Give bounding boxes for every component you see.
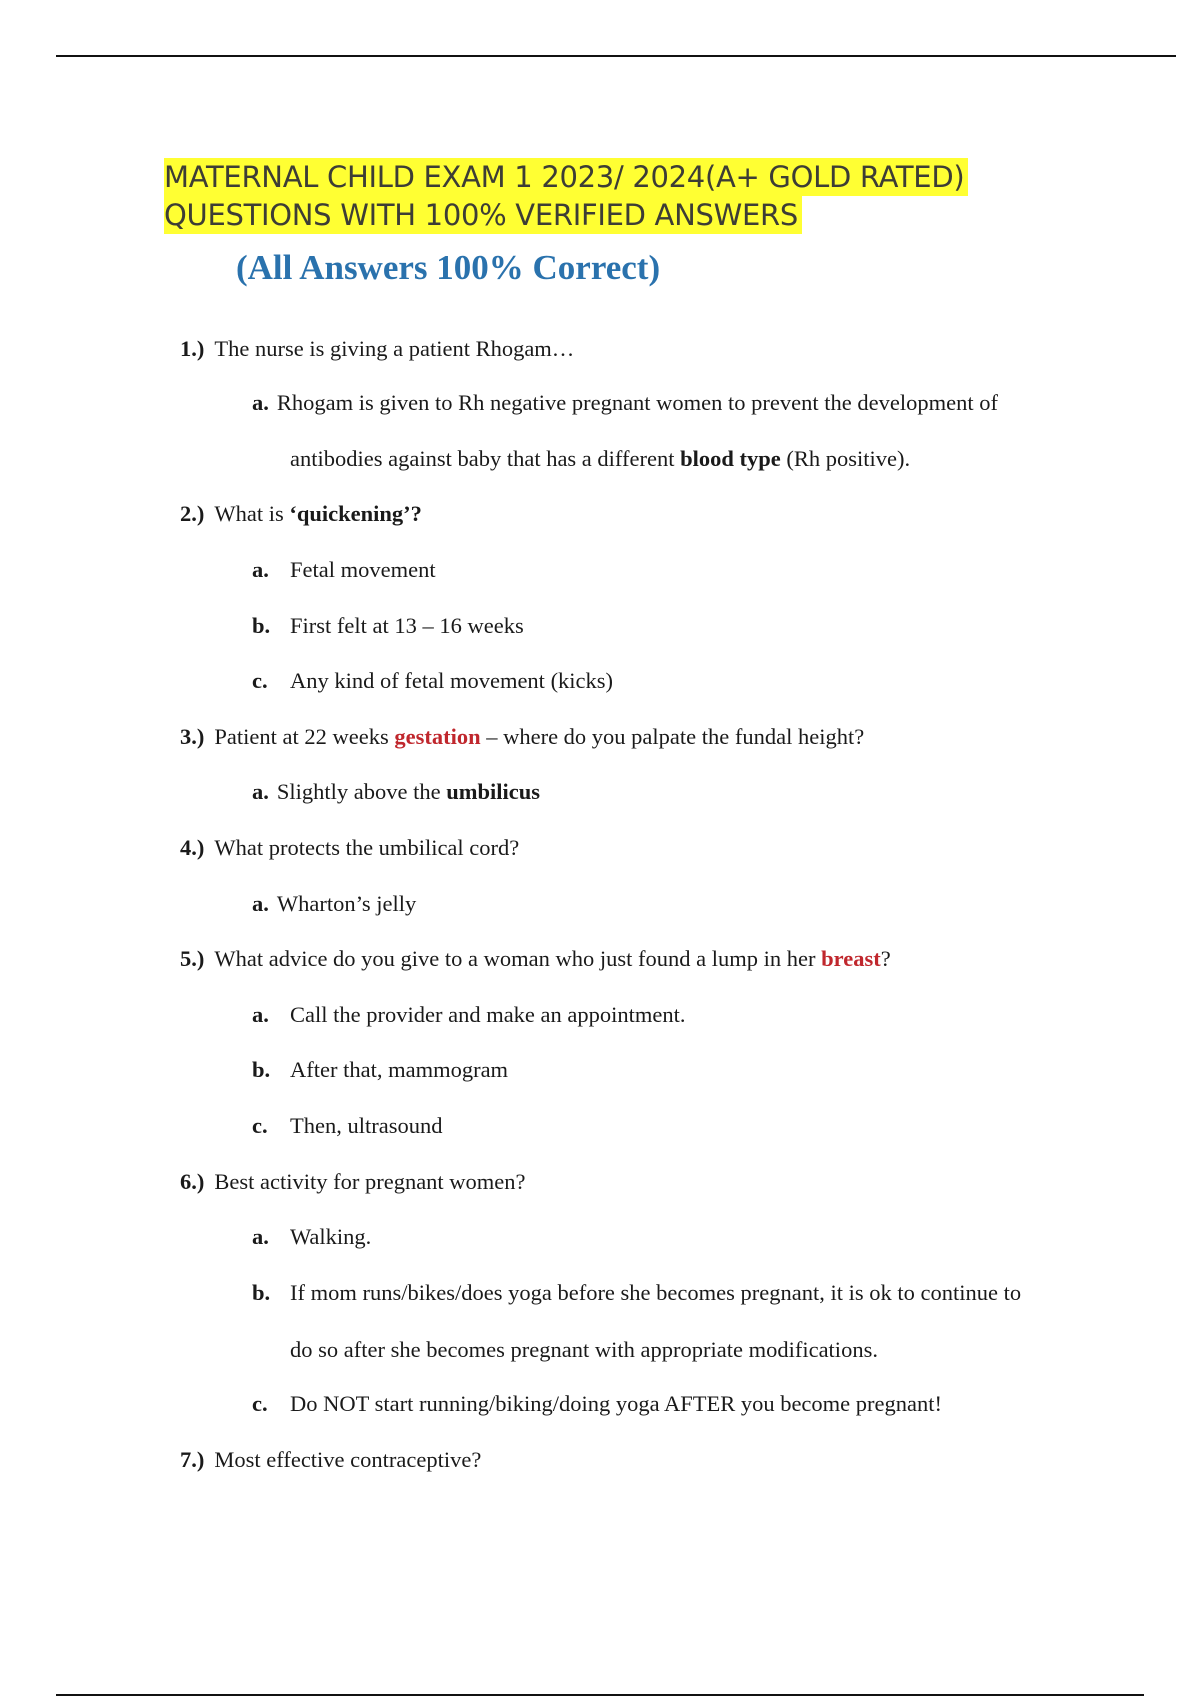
answer-3a: [252, 779, 540, 805]
answer-text: Walking.: [290, 1224, 372, 1249]
question-text: What advice do you give to a woman who just found a lump in her: [214, 946, 822, 971]
answer-6a: [252, 1224, 371, 1250]
document-subtitle: (All Answers 100% Correct): [236, 248, 661, 287]
answer-text: antibodies against baby that has a different: [290, 446, 681, 471]
answer-letter: a.: [252, 891, 269, 916]
answer-letter: c.: [252, 1113, 268, 1138]
answer-6b: [252, 1280, 1021, 1306]
question-highlight-term: gestation: [394, 724, 481, 749]
answer-6c: [252, 1391, 942, 1417]
question-1: [180, 336, 574, 362]
question-6: [180, 1169, 526, 1195]
answer-letter: a.: [252, 1224, 269, 1249]
question-number: 2.): [180, 501, 205, 526]
question-text: What is: [214, 501, 290, 526]
answer-text: (Rh positive).: [780, 446, 911, 471]
answer-2c: [252, 668, 613, 694]
question-number: 5.): [180, 946, 205, 971]
question-4: [180, 835, 519, 861]
answer-text: After that, mammogram: [290, 1057, 509, 1082]
question-2: [180, 501, 422, 527]
question-3: [180, 724, 864, 750]
answer-text: First felt at 13 – 16 weeks: [290, 613, 524, 638]
answer-letter: b.: [252, 613, 271, 638]
title-line-2: QUESTIONS WITH 100% VERIFIED ANSWERS: [164, 196, 802, 234]
question-text: Best activity for pregnant women?: [214, 1169, 526, 1194]
answer-bold-term: umbilicus: [446, 779, 541, 804]
answer-5a: [252, 1002, 686, 1028]
question-7: [180, 1447, 481, 1473]
answer-6b-continued: [290, 1337, 878, 1363]
answer-bold-term: blood type: [680, 446, 781, 471]
answer-2b: [252, 613, 524, 639]
question-text: Most effective contraceptive?: [214, 1447, 482, 1472]
title-line-1: MATERNAL CHILD EXAM 1 2023/ 2024(A+ GOLD RATED): [164, 158, 968, 196]
question-highlight-term: breast: [821, 946, 881, 971]
answer-text: Any kind of fetal movement (kicks): [290, 668, 614, 693]
answer-letter: c.: [252, 1391, 268, 1416]
answer-text: Wharton’s jelly: [276, 891, 417, 916]
document-title: [164, 158, 968, 234]
question-5: [180, 946, 891, 972]
answer-letter: b.: [252, 1280, 271, 1305]
question-text: What protects the umbilical cord?: [214, 835, 520, 860]
question-text: – where do you palpate the fundal height?: [480, 724, 865, 749]
footer-rule: [56, 1694, 1144, 1696]
answer-5c: [252, 1113, 442, 1139]
answer-text: Fetal movement: [290, 557, 436, 582]
question-text: Patient at 22 weeks: [214, 724, 395, 749]
answer-text: If mom runs/bikes/does yoga before she becomes pregnant, it is ok to continue to: [290, 1280, 1022, 1305]
answer-text: Call the provider and make an appointment.: [290, 1002, 686, 1027]
question-text: ?: [880, 946, 891, 971]
answer-4a: [252, 891, 416, 917]
answer-2a: [252, 557, 436, 583]
answer-letter: a.: [252, 557, 269, 582]
answer-letter: a.: [252, 390, 269, 415]
question-text: The nurse is giving a patient Rhogam…: [214, 336, 575, 361]
answer-text: Rhogam is given to Rh negative pregnant women to prevent the development of: [276, 390, 998, 415]
answer-5b: [252, 1057, 508, 1083]
question-bold-term: ‘quickening’?: [289, 501, 422, 526]
question-number: 6.): [180, 1169, 205, 1194]
answer-letter: a.: [252, 779, 269, 804]
question-number: 7.): [180, 1447, 205, 1472]
answer-letter: c.: [252, 668, 268, 693]
question-number: 4.): [180, 835, 205, 860]
question-number: 3.): [180, 724, 205, 749]
answer-1a: [252, 390, 998, 416]
answer-text: Do NOT start running/biking/doing yoga AFTER you become pregnant!: [290, 1391, 942, 1416]
answer-text: do so after she becomes pregnant with appropriate modifications.: [290, 1337, 878, 1362]
answer-text: Then, ultrasound: [290, 1113, 443, 1138]
question-number: 1.): [180, 336, 205, 361]
answer-1a-continued: [290, 446, 910, 472]
answer-text: Slightly above the: [276, 779, 447, 804]
header-rule: [56, 55, 1176, 57]
answer-letter: b.: [252, 1057, 271, 1082]
answer-letter: a.: [252, 1002, 269, 1027]
